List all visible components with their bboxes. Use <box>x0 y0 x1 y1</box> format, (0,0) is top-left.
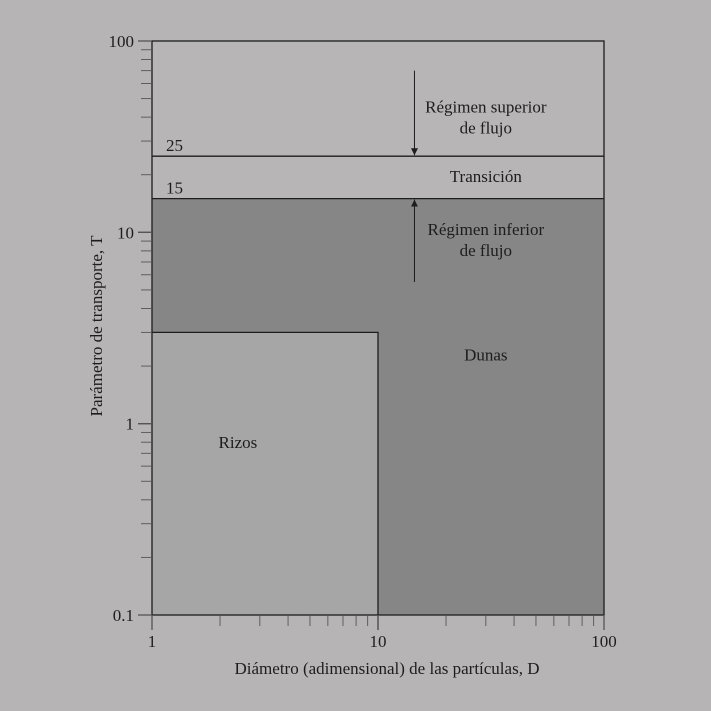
region-label-dunas <box>464 345 507 364</box>
region-label-line: de flujo <box>459 240 513 260</box>
x-tick-label-1: 1 <box>147 632 157 651</box>
region-label-line: Transición <box>449 166 522 186</box>
region-label-line: Régimen inferior <box>427 219 545 239</box>
y-tick-label-0.1: 0.1 <box>112 606 134 625</box>
region-label-line: Dunas <box>464 345 508 365</box>
y-tick-label-10: 10 <box>117 223 134 243</box>
y-tick-label-1: 1 <box>125 414 134 434</box>
region-upper-band <box>152 41 604 199</box>
y-axis-label: Parámetro de transporte, T <box>87 235 106 417</box>
x-tick-label-100: 100 <box>591 632 617 651</box>
region-label-rizos <box>219 433 258 452</box>
x-tick-label-10: 10 <box>369 632 387 651</box>
region-label-line: de flujo <box>459 118 513 138</box>
region-label-transicion <box>450 167 523 186</box>
region-label-line: Rizos <box>218 433 258 453</box>
boundary-label-25: 25 <box>166 136 183 156</box>
region-label-line: Régimen superior <box>425 97 547 117</box>
y-tick-label-100: 100 <box>108 32 134 51</box>
x-axis-label: Diámetro (adimensional) de las partículas, D <box>234 659 540 678</box>
region-rizos <box>152 332 378 615</box>
boundary-label-15: 15 <box>166 178 183 198</box>
